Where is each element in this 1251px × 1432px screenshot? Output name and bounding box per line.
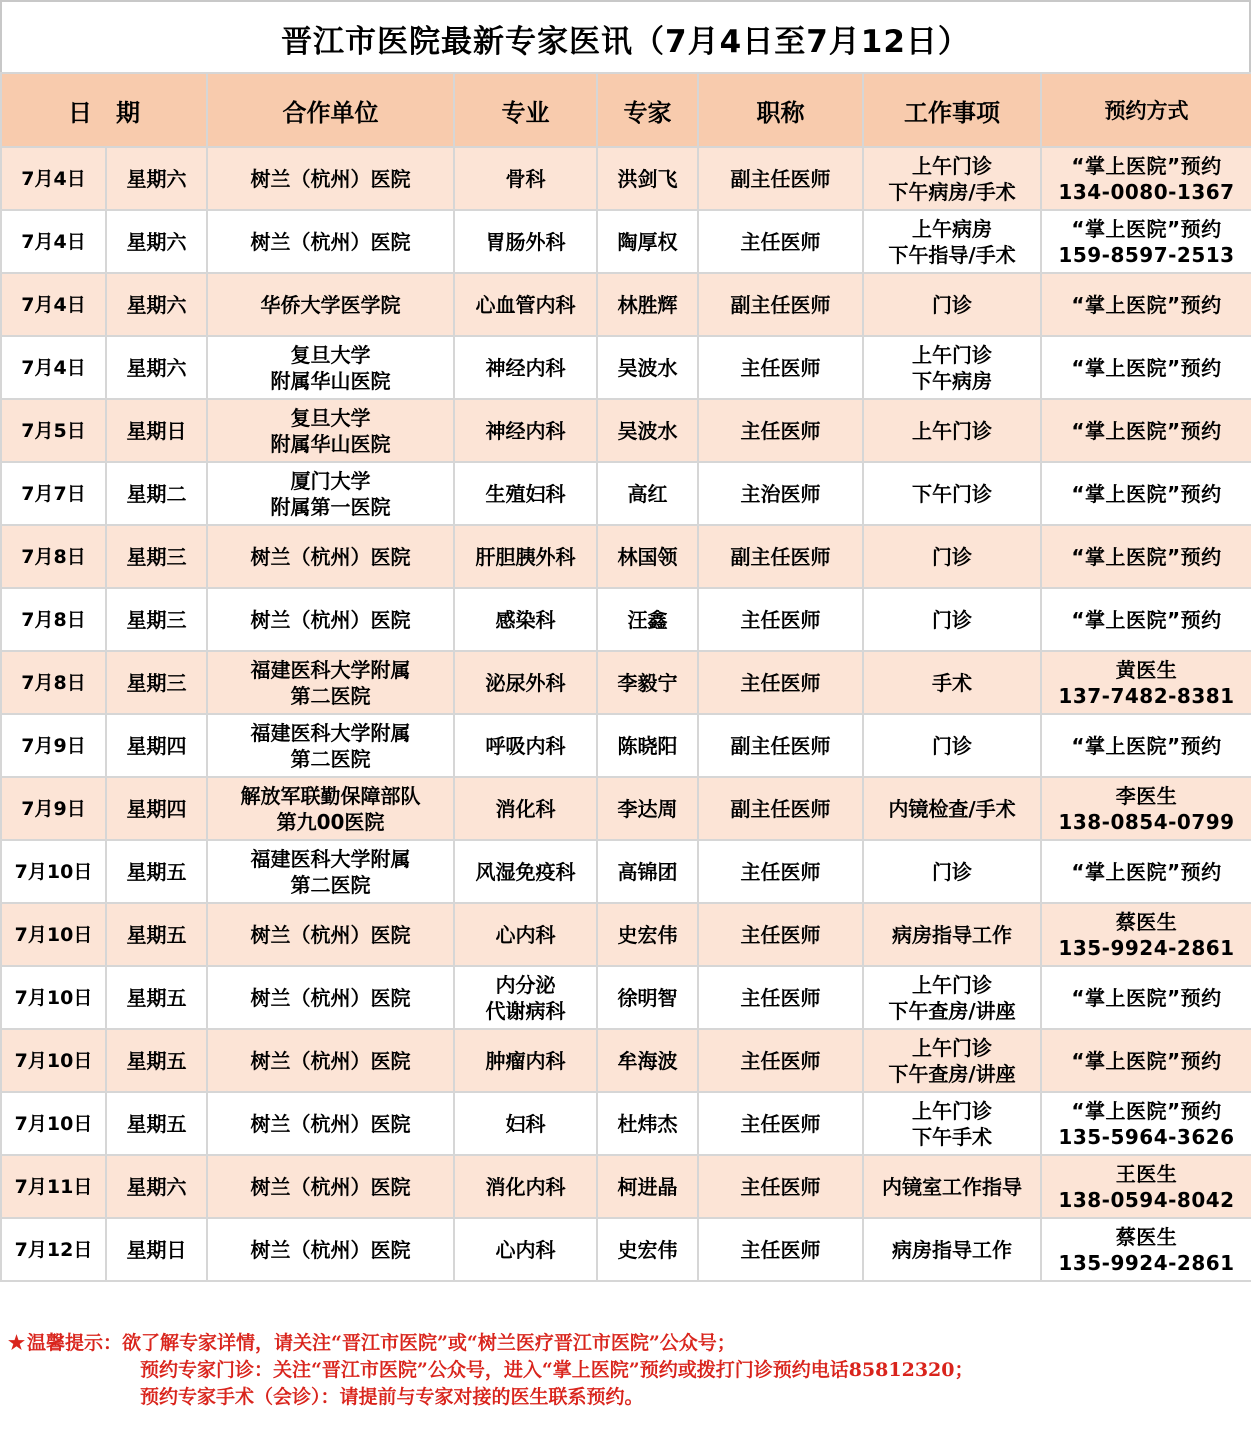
cell-booking <box>1041 336 1251 399</box>
cell-booking-line: 138-0854-0799 <box>1058 809 1235 834</box>
cell-work-line: 上午门诊 <box>912 153 992 178</box>
cell-weekday: 星期三 <box>106 525 207 588</box>
notice-text-1: 温馨提示：欲了解专家详情，请关注“晋江市医院”或“树兰医疗晋江市医院”公众号； <box>27 1332 736 1354</box>
cell-work-line: 门诊 <box>932 544 972 569</box>
cell-date: 7月10日 <box>1 1029 106 1092</box>
notice-line-2: 预约专家门诊：关注“晋江市医院”公众号，进入“掌上医院”预约或拨打门诊预约电话85812320； <box>140 1359 974 1381</box>
cell-work <box>863 1029 1041 1092</box>
cell-booking-line: 李医生 <box>1115 783 1178 808</box>
cell-work-line: 内镜检查/手术 <box>888 796 1016 821</box>
cell-specialty-line: 神经内科 <box>485 418 566 443</box>
cell-unit <box>207 210 454 273</box>
cell-unit <box>207 1029 454 1092</box>
cell-expert: 吴波水 <box>597 399 698 462</box>
cell-unit-line: 树兰（杭州）医院 <box>250 922 411 947</box>
cell-booking-line: 137-7482-8381 <box>1058 683 1235 708</box>
cell-booking-line: 135-9924-2861 <box>1058 935 1235 960</box>
cell-booking-line: 蔡医生 <box>1115 909 1178 934</box>
cell-specialty-line: 妇科 <box>505 1111 546 1136</box>
cell-booking <box>1041 840 1251 903</box>
cell-booking <box>1041 1029 1251 1092</box>
cell-rank: 副主任医师 <box>698 777 863 840</box>
cell-date: 7月8日 <box>1 588 106 651</box>
cell-weekday: 星期二 <box>106 462 207 525</box>
cell-expert: 高锦团 <box>597 840 698 903</box>
cell-unit-line: 复旦大学 <box>290 405 371 430</box>
cell-unit <box>207 588 454 651</box>
cell-weekday: 星期四 <box>106 777 207 840</box>
cell-booking-line: 134-0080-1367 <box>1058 179 1235 204</box>
cell-rank: 主任医师 <box>698 651 863 714</box>
cell-expert: 洪剑飞 <box>597 147 698 210</box>
cell-work <box>863 588 1041 651</box>
cell-work-line: 上午门诊 <box>912 342 992 367</box>
expert-schedule-table <box>0 72 1251 1282</box>
cell-work-line: 下午病房 <box>912 368 992 393</box>
cell-booking <box>1041 777 1251 840</box>
cell-work-line: 门诊 <box>932 733 972 758</box>
cell-weekday: 星期六 <box>106 1155 207 1218</box>
cell-work-line: 下午病房/手术 <box>888 179 1016 204</box>
cell-date: 7月9日 <box>1 714 106 777</box>
cell-work <box>863 966 1041 1029</box>
cell-booking-line: 黄医生 <box>1115 657 1178 682</box>
cell-rank: 副主任医师 <box>698 273 863 336</box>
cell-specialty <box>454 147 597 210</box>
table-row <box>1 1218 1251 1281</box>
header-booking: 预约方式 <box>1041 73 1251 147</box>
cell-booking-line: “掌上医院”预约 <box>1071 544 1222 569</box>
cell-booking <box>1041 210 1251 273</box>
cell-date: 7月12日 <box>1 1218 106 1281</box>
cell-specialty <box>454 651 597 714</box>
cell-rank: 主治医师 <box>698 462 863 525</box>
table-row <box>1 651 1251 714</box>
cell-unit-line: 附属华山医院 <box>270 368 391 393</box>
header-expert: 专家 <box>597 73 698 147</box>
cell-unit <box>207 714 454 777</box>
cell-booking <box>1041 588 1251 651</box>
cell-date: 7月7日 <box>1 462 106 525</box>
table-row <box>1 462 1251 525</box>
cell-work-line: 病房指导工作 <box>892 1237 1012 1262</box>
cell-weekday: 星期五 <box>106 966 207 1029</box>
cell-specialty-line: 心血管内科 <box>475 292 576 317</box>
cell-specialty-line: 呼吸内科 <box>485 733 566 758</box>
cell-unit-line: 福建医科大学附属 <box>250 720 411 745</box>
cell-weekday: 星期日 <box>106 1218 207 1281</box>
cell-specialty <box>454 840 597 903</box>
cell-work-line: 门诊 <box>932 292 972 317</box>
cell-work <box>863 273 1041 336</box>
cell-expert: 牟海波 <box>597 1029 698 1092</box>
cell-booking-line: “掌上医院”预约 <box>1071 607 1222 632</box>
cell-booking-line: “掌上医院”预约 <box>1071 153 1222 178</box>
cell-specialty-line: 肝胆胰外科 <box>475 544 576 569</box>
cell-work-line: 上午门诊 <box>912 1098 992 1123</box>
cell-date: 7月9日 <box>1 777 106 840</box>
cell-weekday: 星期三 <box>106 651 207 714</box>
cell-booking <box>1041 714 1251 777</box>
cell-work <box>863 525 1041 588</box>
cell-booking <box>1041 651 1251 714</box>
cell-unit-line: 福建医科大学附属 <box>250 846 411 871</box>
cell-specialty <box>454 966 597 1029</box>
cell-date: 7月10日 <box>1 840 106 903</box>
cell-unit <box>207 462 454 525</box>
cell-rank: 主任医师 <box>698 966 863 1029</box>
cell-weekday: 星期六 <box>106 147 207 210</box>
cell-unit <box>207 903 454 966</box>
cell-booking-line: “掌上医院”预约 <box>1071 1048 1222 1073</box>
page-title: 晋江市医院最新专家医讯（7月4日至7月12日） <box>0 0 1251 76</box>
cell-expert: 吴波水 <box>597 336 698 399</box>
cell-unit-line: 附属华山医院 <box>270 431 391 456</box>
cell-expert: 李毅宁 <box>597 651 698 714</box>
table-row <box>1 840 1251 903</box>
cell-booking-line: 159-8597-2513 <box>1058 242 1235 267</box>
cell-unit-line: 第九00医院 <box>276 809 385 834</box>
cell-unit-line: 福建医科大学附属 <box>250 657 411 682</box>
cell-weekday: 星期五 <box>106 1092 207 1155</box>
table-row <box>1 1029 1251 1092</box>
cell-unit <box>207 525 454 588</box>
cell-unit-line: 树兰（杭州）医院 <box>250 166 411 191</box>
cell-work <box>863 399 1041 462</box>
cell-unit-line: 树兰（杭州）医院 <box>250 1111 411 1136</box>
cell-specialty <box>454 273 597 336</box>
cell-rank: 主任医师 <box>698 336 863 399</box>
cell-date: 7月4日 <box>1 147 106 210</box>
cell-date: 7月10日 <box>1 903 106 966</box>
cell-specialty <box>454 1155 597 1218</box>
cell-booking-line: “掌上医院”预约 <box>1071 418 1222 443</box>
table-row <box>1 525 1251 588</box>
cell-weekday: 星期五 <box>106 840 207 903</box>
cell-specialty <box>454 399 597 462</box>
cell-specialty-line: 心内科 <box>495 922 556 947</box>
cell-work <box>863 777 1041 840</box>
cell-booking-line: “掌上医院”预约 <box>1071 733 1222 758</box>
cell-weekday: 星期四 <box>106 714 207 777</box>
cell-expert: 史宏伟 <box>597 903 698 966</box>
cell-rank: 主任医师 <box>698 1092 863 1155</box>
cell-unit-line: 树兰（杭州）医院 <box>250 1048 411 1073</box>
cell-specialty-line: 心内科 <box>495 1237 556 1262</box>
cell-booking-line: “掌上医院”预约 <box>1071 292 1222 317</box>
table-row <box>1 147 1251 210</box>
cell-booking <box>1041 1218 1251 1281</box>
cell-work <box>863 462 1041 525</box>
cell-rank: 主任医师 <box>698 1155 863 1218</box>
table-row <box>1 399 1251 462</box>
table-row <box>1 1092 1251 1155</box>
cell-booking <box>1041 399 1251 462</box>
cell-unit <box>207 651 454 714</box>
cell-weekday: 星期六 <box>106 336 207 399</box>
header-work: 工作事项 <box>863 73 1041 147</box>
cell-expert: 汪鑫 <box>597 588 698 651</box>
cell-unit-line: 复旦大学 <box>290 342 371 367</box>
cell-expert: 陈晓阳 <box>597 714 698 777</box>
cell-work <box>863 903 1041 966</box>
cell-unit-line: 厦门大学 <box>290 468 371 493</box>
cell-rank: 副主任医师 <box>698 714 863 777</box>
cell-booking <box>1041 462 1251 525</box>
cell-weekday: 星期六 <box>106 273 207 336</box>
cell-booking-line: 王医生 <box>1115 1161 1178 1186</box>
cell-unit <box>207 777 454 840</box>
cell-date: 7月5日 <box>1 399 106 462</box>
cell-unit <box>207 966 454 1029</box>
cell-specialty-line: 肿瘤内科 <box>485 1048 566 1073</box>
cell-date: 7月11日 <box>1 1155 106 1218</box>
cell-specialty <box>454 336 597 399</box>
table-row <box>1 588 1251 651</box>
cell-expert: 柯进晶 <box>597 1155 698 1218</box>
cell-booking-line: “掌上医院”预约 <box>1071 859 1222 884</box>
cell-booking-line: 135-9924-2861 <box>1058 1250 1235 1275</box>
cell-work <box>863 1218 1041 1281</box>
cell-specialty-line: 感染科 <box>495 607 556 632</box>
cell-date: 7月4日 <box>1 273 106 336</box>
table-header-row <box>1 73 1251 147</box>
cell-weekday: 星期六 <box>106 210 207 273</box>
cell-booking <box>1041 1092 1251 1155</box>
table-row <box>1 903 1251 966</box>
cell-unit-line: 树兰（杭州）医院 <box>250 1174 411 1199</box>
cell-unit <box>207 399 454 462</box>
cell-specialty-line: 代谢病科 <box>485 998 566 1023</box>
cell-rank: 副主任医师 <box>698 525 863 588</box>
table-row <box>1 714 1251 777</box>
cell-booking-line: “掌上医院”预约 <box>1071 1098 1222 1123</box>
cell-date: 7月8日 <box>1 525 106 588</box>
cell-date: 7月4日 <box>1 210 106 273</box>
cell-booking <box>1041 903 1251 966</box>
star-icon: ★ <box>8 1332 26 1354</box>
cell-rank: 主任医师 <box>698 840 863 903</box>
cell-booking <box>1041 147 1251 210</box>
cell-unit-line: 附属第一医院 <box>270 494 391 519</box>
cell-work-line: 下午手术 <box>912 1124 992 1149</box>
header-date: 日 期 <box>1 73 207 147</box>
cell-specialty <box>454 462 597 525</box>
cell-rank: 主任医师 <box>698 1218 863 1281</box>
cell-work-line: 手术 <box>932 670 972 695</box>
cell-specialty <box>454 714 597 777</box>
cell-specialty-line: 神经内科 <box>485 355 566 380</box>
cell-expert: 杜炜杰 <box>597 1092 698 1155</box>
cell-specialty-line: 胃肠外科 <box>485 229 566 254</box>
cell-unit-line: 第二医院 <box>290 872 371 897</box>
table-row <box>1 966 1251 1029</box>
cell-booking <box>1041 966 1251 1029</box>
cell-unit-line: 树兰（杭州）医院 <box>250 985 411 1010</box>
cell-specialty-line: 消化科 <box>495 796 556 821</box>
cell-unit-line: 树兰（杭州）医院 <box>250 544 411 569</box>
table-row <box>1 777 1251 840</box>
cell-specialty <box>454 1029 597 1092</box>
cell-unit <box>207 1218 454 1281</box>
schedule-rows <box>1 147 1251 1281</box>
cell-date: 7月8日 <box>1 651 106 714</box>
cell-weekday: 星期三 <box>106 588 207 651</box>
cell-work-line: 病房指导工作 <box>892 922 1012 947</box>
cell-specialty <box>454 903 597 966</box>
cell-expert: 林胜辉 <box>597 273 698 336</box>
cell-unit <box>207 840 454 903</box>
cell-weekday: 星期日 <box>106 399 207 462</box>
cell-rank: 副主任医师 <box>698 147 863 210</box>
cell-expert: 李达周 <box>597 777 698 840</box>
cell-specialty <box>454 210 597 273</box>
cell-work-line: 上午门诊 <box>912 972 992 997</box>
cell-unit-line: 第二医院 <box>290 746 371 771</box>
header-rank: 职称 <box>698 73 863 147</box>
cell-specialty <box>454 1218 597 1281</box>
cell-work <box>863 336 1041 399</box>
cell-booking-line: 蔡医生 <box>1115 1224 1178 1249</box>
cell-work-line: 下午查房/讲座 <box>888 998 1016 1023</box>
cell-unit-line: 树兰（杭州）医院 <box>250 607 411 632</box>
cell-booking-line: “掌上医院”预约 <box>1071 985 1222 1010</box>
cell-work-line: 下午门诊 <box>912 481 992 506</box>
cell-unit <box>207 1155 454 1218</box>
cell-rank: 主任医师 <box>698 588 863 651</box>
cell-booking-line: 138-0594-8042 <box>1058 1187 1235 1212</box>
cell-specialty-line: 风湿免疫科 <box>475 859 576 884</box>
cell-rank: 主任医师 <box>698 1029 863 1092</box>
cell-work-line: 上午病房 <box>912 216 992 241</box>
cell-unit-line: 华侨大学医学院 <box>260 292 401 317</box>
cell-booking-line: “掌上医院”预约 <box>1071 216 1222 241</box>
cell-unit <box>207 1092 454 1155</box>
cell-specialty-line: 骨科 <box>505 166 546 191</box>
cell-rank: 主任医师 <box>698 399 863 462</box>
cell-work <box>863 147 1041 210</box>
cell-work-line: 门诊 <box>932 859 972 884</box>
cell-booking-line: 135-5964-3626 <box>1058 1124 1235 1149</box>
cell-expert: 陶厚权 <box>597 210 698 273</box>
table-row <box>1 273 1251 336</box>
cell-unit-line: 树兰（杭州）医院 <box>250 229 411 254</box>
header-unit: 合作单位 <box>207 73 454 147</box>
cell-date: 7月10日 <box>1 966 106 1029</box>
cell-weekday: 星期五 <box>106 903 207 966</box>
cell-work <box>863 651 1041 714</box>
notice-block <box>8 1330 1238 1411</box>
cell-work-line: 上午门诊 <box>912 1035 992 1060</box>
cell-work <box>863 1092 1041 1155</box>
cell-rank: 主任医师 <box>698 210 863 273</box>
table-row <box>1 336 1251 399</box>
notice-line-3: 预约专家手术（会诊）：请提前与专家对接的医生联系预约。 <box>140 1386 644 1408</box>
cell-work-line: 下午查房/讲座 <box>888 1061 1016 1086</box>
cell-specialty-line: 生殖妇科 <box>485 481 566 506</box>
cell-date: 7月10日 <box>1 1092 106 1155</box>
cell-unit-line: 第二医院 <box>290 683 371 708</box>
cell-booking <box>1041 1155 1251 1218</box>
cell-work-line: 下午指导/手术 <box>888 242 1016 267</box>
cell-specialty-line: 内分泌 <box>495 972 556 997</box>
cell-work <box>863 840 1041 903</box>
cell-specialty-line: 消化内科 <box>485 1174 566 1199</box>
cell-date: 7月4日 <box>1 336 106 399</box>
cell-specialty <box>454 1092 597 1155</box>
cell-work-line: 上午门诊 <box>912 418 992 443</box>
cell-work <box>863 714 1041 777</box>
cell-specialty-line: 泌尿外科 <box>485 670 566 695</box>
cell-expert: 徐明智 <box>597 966 698 1029</box>
notice-line-1 <box>8 1330 1238 1357</box>
cell-unit <box>207 273 454 336</box>
cell-unit <box>207 147 454 210</box>
cell-expert: 史宏伟 <box>597 1218 698 1281</box>
cell-work-line: 内镜室工作指导 <box>882 1174 1022 1199</box>
cell-specialty <box>454 525 597 588</box>
table-row <box>1 210 1251 273</box>
cell-booking <box>1041 525 1251 588</box>
cell-work <box>863 210 1041 273</box>
cell-expert: 高红 <box>597 462 698 525</box>
header-specialty: 专业 <box>454 73 597 147</box>
cell-unit <box>207 336 454 399</box>
cell-unit-line: 解放军联勤保障部队 <box>240 783 421 808</box>
cell-specialty <box>454 588 597 651</box>
cell-specialty <box>454 777 597 840</box>
table-row <box>1 1155 1251 1218</box>
cell-booking-line: “掌上医院”预约 <box>1071 481 1222 506</box>
cell-booking <box>1041 273 1251 336</box>
cell-rank: 主任医师 <box>698 903 863 966</box>
cell-booking-line: “掌上医院”预约 <box>1071 355 1222 380</box>
cell-work-line: 门诊 <box>932 607 972 632</box>
cell-weekday: 星期五 <box>106 1029 207 1092</box>
cell-unit-line: 树兰（杭州）医院 <box>250 1237 411 1262</box>
cell-work <box>863 1155 1041 1218</box>
cell-expert: 林国领 <box>597 525 698 588</box>
